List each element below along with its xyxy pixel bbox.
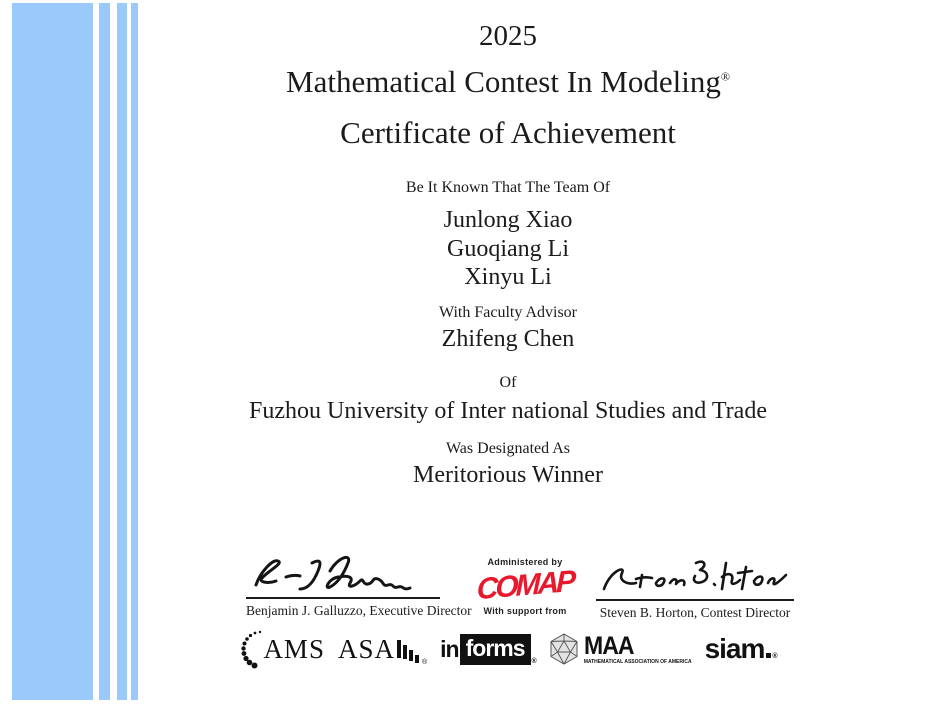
executive-director-name: Benjamin J. Galluzzo, Executive Director (246, 603, 472, 618)
support-from-label: With support from (483, 606, 567, 616)
designation-intro: Was Designated As (445, 440, 571, 457)
administered-by-label: Administered by (487, 557, 563, 567)
galluzzo-signature-icon (246, 551, 440, 597)
team-intro: Be It Known That The Team Of (405, 179, 611, 196)
team-members (80, 206, 936, 292)
ams-logo (239, 629, 325, 669)
team-member: Guoqiang Li (447, 235, 569, 262)
executive-director-signature-block (246, 551, 472, 619)
administered-by-block (468, 557, 582, 616)
maa-logo-text: MAA (583, 631, 634, 660)
informs-registered-mark: ® (531, 657, 536, 665)
certificate-subtitle: Certificate of Achievement (340, 115, 676, 150)
asa-registered-mark: ® (421, 659, 428, 666)
maa-icosahedron-icon (549, 633, 579, 665)
signature-line (246, 551, 440, 599)
siam-period-mark (766, 653, 771, 658)
ams-dotted-arc-icon (239, 629, 263, 669)
advisor-intro: With Faculty Advisor (438, 304, 577, 321)
team-member: Junlong Xiao (443, 207, 573, 233)
informs-prefix-text: in (440, 635, 459, 662)
informs-suffix-text: forms (460, 634, 531, 665)
informs-logo (440, 634, 536, 665)
registered-mark: ® (720, 69, 730, 84)
contest-director-signature-block (596, 553, 794, 621)
siam-registered-mark: ® (772, 653, 777, 660)
siam-logo (705, 633, 777, 665)
contest-title (80, 64, 936, 100)
siam-logo-text: siam (704, 633, 765, 664)
contest-title-text: Mathematical Contest In Modeling (286, 64, 721, 99)
comap-logo: COMAP (476, 564, 574, 607)
asa-logo (338, 632, 427, 666)
team-member: Xinyu Li (464, 264, 552, 290)
horton-signature-icon (596, 553, 794, 599)
asa-logo-text: ASA (337, 633, 395, 664)
maa-logo (549, 633, 692, 665)
ams-logo-text: AMS (263, 633, 325, 664)
signature-line (596, 553, 794, 601)
institution-name: Fuzhou University of Inter national Studies and Trade (249, 398, 767, 424)
contest-year: 2025 (479, 20, 537, 52)
advisor-name: Zhifeng Chen (441, 326, 575, 352)
designation-award: Meritorious Winner (413, 462, 603, 488)
of-label: Of (499, 374, 517, 391)
sponsor-logos-row (80, 628, 936, 670)
asa-bars-icon (397, 640, 421, 666)
contest-director-name: Steven B. Horton, Contest Director (599, 605, 791, 620)
maa-caption-text: MATHEMATICAL ASSOCIATION OF AMERICA (583, 658, 692, 665)
